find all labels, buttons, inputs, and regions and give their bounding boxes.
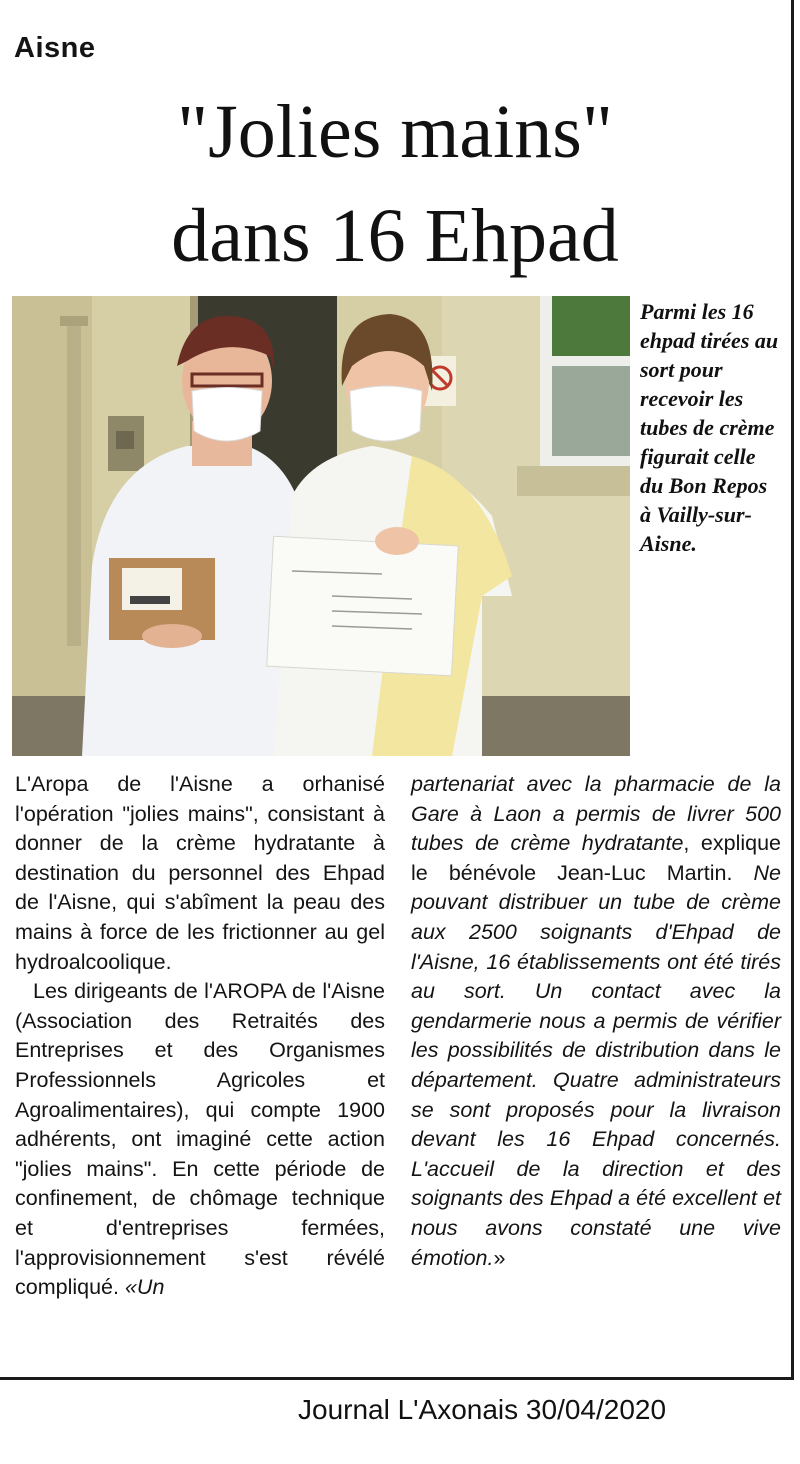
quote-paragraph bbox=[411, 770, 781, 1273]
photo-illustration bbox=[12, 296, 630, 756]
quote-part-1: partenariat avec la pharmacie de la Gare à Laon a permis de livrer 500 tubes de crème hydratante bbox=[411, 772, 781, 856]
section-label: Aisne bbox=[14, 32, 96, 64]
headline-line-2: dans 16 Ehpad bbox=[171, 194, 619, 278]
source-credit: Journal L'Axonais 30/04/2020 bbox=[298, 1394, 667, 1425]
quote-start: «Un bbox=[118, 1275, 165, 1300]
headline bbox=[0, 80, 790, 288]
photo-caption: Parmi les 16 ehpad tirées au sort pour recevoir les tubes de crème figurait celle du Bon Repos à Vailly-sur-Aisne. bbox=[640, 299, 779, 556]
attribution: , explique le bénévole Jean-Luc Martin. bbox=[411, 831, 781, 885]
quote-end: » bbox=[493, 1245, 506, 1270]
paragraph-1: L'Aropa de l'Aisne a orhanisé l'opération "jolies mains", consistant à donner de la crème hydratante à destination du personnel des Ehpad de l'Aisne, qui s'abîment la peau des mains à force de les frictionner au gel hydroalcoolique. bbox=[15, 772, 385, 974]
headline-line-1: "Jolies mains" bbox=[177, 90, 613, 174]
paragraph-2 bbox=[15, 977, 385, 1303]
quote-part-2: Ne pouvant distribuer un tube de crème aux 2500 soignants d'Ehpad de l'Aisne, 16 établissements ont été tirés au sort. Un contact avec la gendarmerie nous a permis de vérifier les possibilités de distribution dans le département. Quatre administrateurs se sont proposés pour la livraison devant les 16 Ehpad concernés. L'accueil de la direction et des soignants des Ehpad a été excellent et nous avons constaté une vive émotion. bbox=[411, 860, 781, 1270]
article-photo bbox=[12, 296, 630, 756]
paragraph-2-text: Les dirigeants de l'AROPA de l'Aisne (Association des Retraités des Entreprises et des Organismes Professionnels Agricoles et Agroalimentaires), qui compte 1900 adhérents, ont imaginé cette action "jolies mains". En cette période de confinement, de chômage technique et d'entreprises fermées, l'approvisionnement s'est révélé compliqué. bbox=[15, 979, 385, 1300]
article-column-2 bbox=[411, 770, 781, 1273]
article-column-1 bbox=[15, 770, 385, 1303]
